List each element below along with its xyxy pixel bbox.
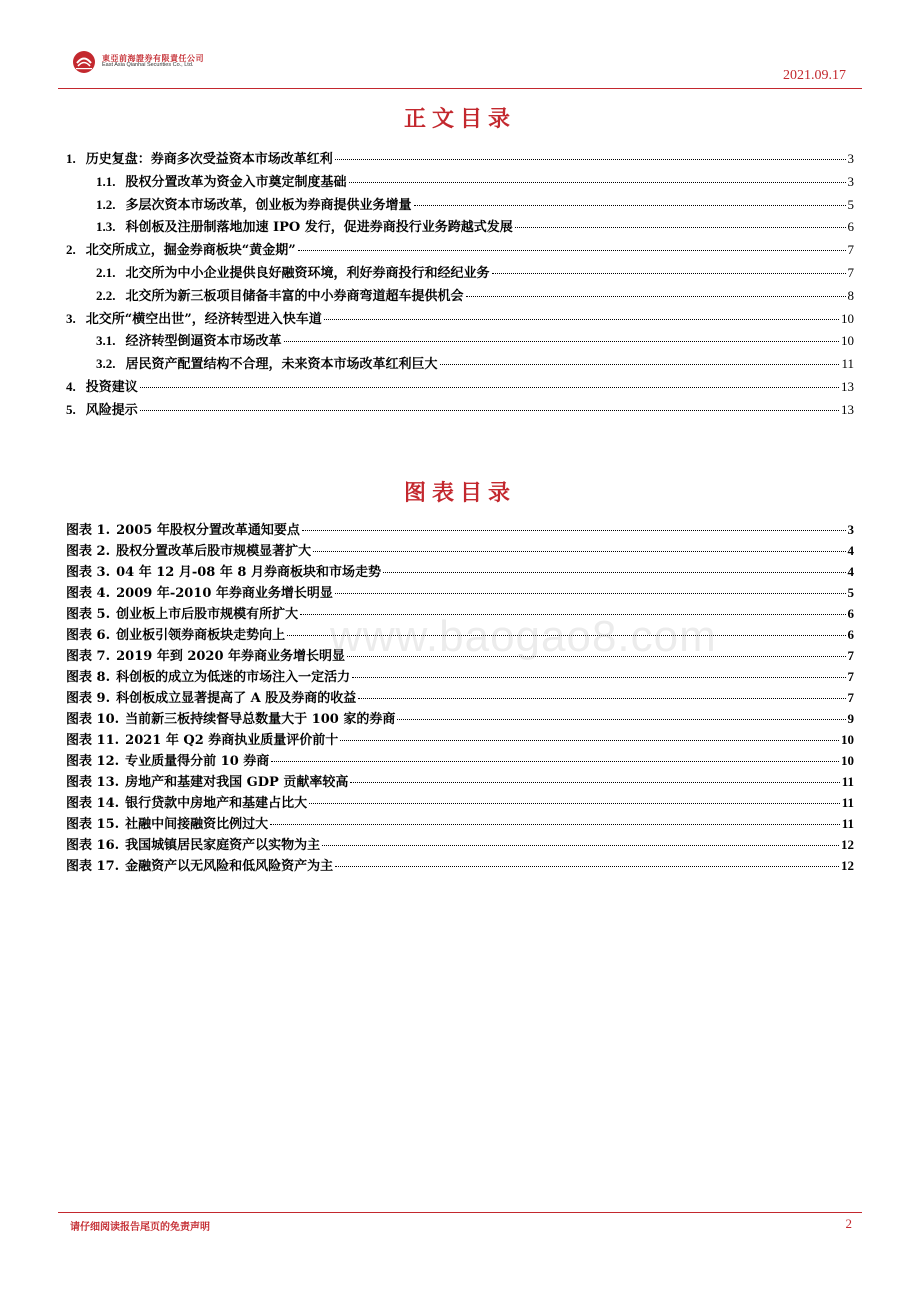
toc-entry-page: 7 xyxy=(847,242,854,258)
dot-leader xyxy=(335,866,839,867)
toc-entry-number: 1.2. xyxy=(96,196,116,212)
figure-entry-page: 11 xyxy=(841,795,854,810)
figure-entry-page: 6 xyxy=(847,627,854,642)
toc-entry-text: 历史复盘：券商多次受益资本市场改革红利 xyxy=(85,152,333,167)
dot-leader xyxy=(397,719,845,720)
dot-leader xyxy=(350,782,839,783)
figure-entry-text: 创业板上市后股市规模有所扩大 xyxy=(116,607,299,622)
toc-entry-text: 投资建议 xyxy=(85,379,138,395)
figure-entry-label: 图表 8. xyxy=(66,670,111,685)
toc-entry-page: 6 xyxy=(847,219,854,235)
dot-leader xyxy=(349,182,846,183)
toc-entry-number: 1.1. xyxy=(96,173,116,189)
company-logo-icon xyxy=(72,50,96,74)
toc-entry[interactable] xyxy=(66,330,854,353)
figure-entry-label: 图表 6. xyxy=(66,628,111,643)
figure-entry-text: 房地产和基建对我国 GDP 贡献率较高 xyxy=(125,775,349,790)
toc-entry-number: 3.1. xyxy=(96,333,116,349)
figure-entry-page: 10 xyxy=(841,753,854,768)
figure-entry[interactable] xyxy=(66,582,854,603)
toc-entry-text: 股权分置改革为资金入市奠定制度基础 xyxy=(125,174,347,190)
dot-leader xyxy=(340,740,839,741)
toc-entry-page: 10 xyxy=(841,333,854,349)
toc-entry-number: 5. xyxy=(66,401,76,417)
toc-entry-text: 北交所成立，掘金券商板块“黄金期” xyxy=(85,243,296,259)
figure-entry-text: 2005 年股权分置改革通知要点 xyxy=(116,523,300,538)
toc-entry[interactable] xyxy=(66,399,854,422)
dot-leader xyxy=(140,410,839,411)
figure-entry[interactable] xyxy=(66,750,854,771)
figure-entry[interactable] xyxy=(66,771,854,792)
dot-leader xyxy=(271,761,839,762)
dot-leader xyxy=(414,205,846,206)
dot-leader xyxy=(352,677,845,678)
toc-entry-page: 8 xyxy=(847,287,854,303)
toc-entry-number: 2. xyxy=(66,242,76,258)
toc-entry-number: 2.1. xyxy=(96,264,116,280)
figure-entry-text: 2019 年到 2020 年券商业务增长明显 xyxy=(116,649,346,664)
figure-entry-text: 金融资产以无风险和低风险资产为主 xyxy=(125,859,334,874)
figure-entry-page: 7 xyxy=(847,669,854,684)
figure-entry[interactable] xyxy=(66,666,854,687)
figure-entry-label: 图表 11. xyxy=(66,733,120,748)
figure-entry-text: 银行贷款中房地产和基建占比大 xyxy=(125,796,308,811)
figure-entry-label: 图表 13. xyxy=(66,775,120,790)
figure-entry-label: 图表 3. xyxy=(66,565,111,580)
dot-leader xyxy=(140,387,839,388)
toc-entry-page: 11 xyxy=(841,356,854,372)
figure-entry-label: 图表 1. xyxy=(66,523,111,538)
figure-entry[interactable] xyxy=(66,855,854,876)
toc-entry-text: 风险提示 xyxy=(85,402,138,418)
figure-entry-label: 图表 4. xyxy=(66,586,111,601)
figure-entry-text: 2021 年 Q2 券商执业质量评价前十 xyxy=(125,733,339,748)
figure-entry-page: 10 xyxy=(841,732,854,747)
figure-entry[interactable] xyxy=(66,519,854,540)
toc-list xyxy=(66,148,854,422)
toc-entry[interactable] xyxy=(66,285,854,308)
toc-entry-number: 4. xyxy=(66,378,76,394)
footer-divider xyxy=(58,1212,862,1213)
toc-entry-page: 10 xyxy=(841,310,854,326)
dot-leader xyxy=(309,803,840,804)
figure-toc-title: 图表目录 xyxy=(403,480,516,506)
toc-entry-page: 13 xyxy=(841,401,854,417)
figure-entry-label: 图表 17. xyxy=(66,859,120,874)
toc-entry[interactable] xyxy=(66,194,854,217)
figure-entry-text: 社融中间接融资比例过大 xyxy=(125,817,269,832)
company-name-cn: 東亞前海證券有限責任公司 xyxy=(102,53,204,63)
toc-entry-text: 北交所为中小企业提供良好融资环境，利好券商投行和经纪业务 xyxy=(125,265,490,281)
dot-leader xyxy=(335,159,846,160)
dot-leader xyxy=(466,296,846,297)
figure-entry[interactable] xyxy=(66,540,854,561)
figure-entry[interactable] xyxy=(66,687,854,708)
figure-entry-text: 股权分置改革后股市规模显著扩大 xyxy=(116,544,312,559)
toc-entry-page: 5 xyxy=(847,196,854,212)
toc-entry-page: 7 xyxy=(847,264,854,280)
figure-entry-label: 图表 15. xyxy=(66,817,120,832)
toc-entry-text: 科创板及注册制落地加速 IPO 发行，促进券商投行业务跨越式发展 xyxy=(125,220,513,236)
figure-entry[interactable] xyxy=(66,834,854,855)
figure-entry-label: 图表 9. xyxy=(66,691,111,706)
toc-entry-text: 经济转型倒逼资本市场改革 xyxy=(125,334,282,350)
figure-entry[interactable] xyxy=(66,792,854,813)
toc-entry[interactable] xyxy=(66,239,854,262)
report-date: 2021.09.17 xyxy=(783,68,846,83)
toc-entry-number: 1. xyxy=(66,151,76,166)
dot-leader xyxy=(440,364,840,365)
toc-entry-number: 2.2. xyxy=(96,287,116,303)
toc-entry-number: 3.2. xyxy=(96,356,116,372)
figure-entry-label: 图表 7. xyxy=(66,649,111,664)
figure-entry-page: 7 xyxy=(847,648,854,663)
toc-entry[interactable] xyxy=(66,353,854,376)
toc-entry[interactable] xyxy=(66,262,854,285)
figure-entry-page: 12 xyxy=(841,858,854,873)
toc-entry[interactable] xyxy=(66,148,854,171)
dot-leader xyxy=(298,250,846,251)
dot-leader xyxy=(492,273,846,274)
figure-entry-text: 我国城镇居民家庭资产以实物为主 xyxy=(125,838,321,853)
figure-entry-page: 11 xyxy=(841,774,854,789)
figure-entry-text: 专业质量得分前 10 券商 xyxy=(125,754,270,769)
toc-entry[interactable] xyxy=(66,216,854,239)
watermark: www.baogao8.com xyxy=(330,612,717,661)
figure-entry-label: 图表 10. xyxy=(66,712,120,727)
figure-entry-text: 科创板成立显著提高了 A 股及券商的收益 xyxy=(116,691,357,706)
header-divider xyxy=(58,88,862,89)
figure-entry-page: 4 xyxy=(847,543,854,558)
figure-entry-page: 12 xyxy=(841,837,854,852)
figure-entry-page: 6 xyxy=(847,606,854,621)
toc-entry-text: 多层次资本市场改革，创业板为券商提供业务增量 xyxy=(125,197,412,213)
toc-title: 正文目录 xyxy=(403,106,516,132)
dot-leader xyxy=(335,593,846,594)
figure-entry-label: 图表 2. xyxy=(66,544,111,559)
dot-leader xyxy=(270,824,840,825)
figure-entry-text: 当前新三板持续督导总数量大于 100 家的券商 xyxy=(125,712,396,727)
page-number: 2 xyxy=(845,1216,852,1231)
figure-entry-label: 图表 5. xyxy=(66,607,111,622)
figure-entry-text: 04 年 12 月-08 年 8 月券商板块和市场走势 xyxy=(116,565,381,580)
toc-entry[interactable] xyxy=(66,308,854,331)
figure-entry[interactable] xyxy=(66,729,854,750)
figure-entry[interactable] xyxy=(66,708,854,729)
figure-entry-page: 9 xyxy=(847,711,854,726)
figure-entry-page: 5 xyxy=(847,585,854,600)
figure-entry-text: 创业板引领券商板块走势向上 xyxy=(116,628,286,643)
toc-entry-text: 北交所“横空出世”，经济转型进入快车道 xyxy=(85,311,322,327)
figure-entry-label: 图表 14. xyxy=(66,796,120,811)
toc-entry[interactable] xyxy=(66,376,854,399)
toc-entry-page: 3 xyxy=(847,151,854,166)
toc-entry-page: 3 xyxy=(847,173,854,189)
toc-entry-text: 居民资产配置结构不合理，未来资本市场改革红利巨大 xyxy=(125,357,438,373)
dot-leader xyxy=(284,341,839,342)
toc-entry-number: 3. xyxy=(66,310,76,326)
dot-leader xyxy=(515,227,846,228)
figure-entry-label: 图表 16. xyxy=(66,838,120,853)
page-header xyxy=(58,40,862,90)
figure-entry-page: 7 xyxy=(847,690,854,705)
toc-entry[interactable] xyxy=(66,171,854,194)
figure-entry-text: 2009 年-2010 年券商业务增长明显 xyxy=(116,586,333,601)
figure-entry-label: 图表 12. xyxy=(66,754,120,769)
disclaimer-note: 请仔细阅读报告尾页的免责声明 xyxy=(70,1222,210,1233)
toc-entry-page: 13 xyxy=(841,378,854,394)
dot-leader xyxy=(383,572,846,573)
figure-entry-text: 科创板的成立为低迷的市场注入一定活力 xyxy=(116,670,351,685)
toc-entry-number: 1.3. xyxy=(96,219,116,235)
company-name-en: East Asia Qianhai Securities Co., Ltd. xyxy=(102,62,194,69)
figure-entry-page: 3 xyxy=(847,522,854,537)
dot-leader xyxy=(313,551,845,552)
dot-leader xyxy=(302,530,846,531)
figure-entry[interactable] xyxy=(66,813,854,834)
dot-leader xyxy=(322,845,839,846)
figure-toc-list xyxy=(66,519,854,876)
dot-leader xyxy=(324,319,839,320)
company-logo xyxy=(72,50,204,74)
figure-entry[interactable] xyxy=(66,561,854,582)
figure-entry-page: 4 xyxy=(847,564,854,579)
dot-leader xyxy=(358,698,845,699)
toc-entry-text: 北交所为新三板项目储备丰富的中小券商弯道超车提供机会 xyxy=(125,288,464,304)
figure-entry-page: 11 xyxy=(841,816,854,831)
